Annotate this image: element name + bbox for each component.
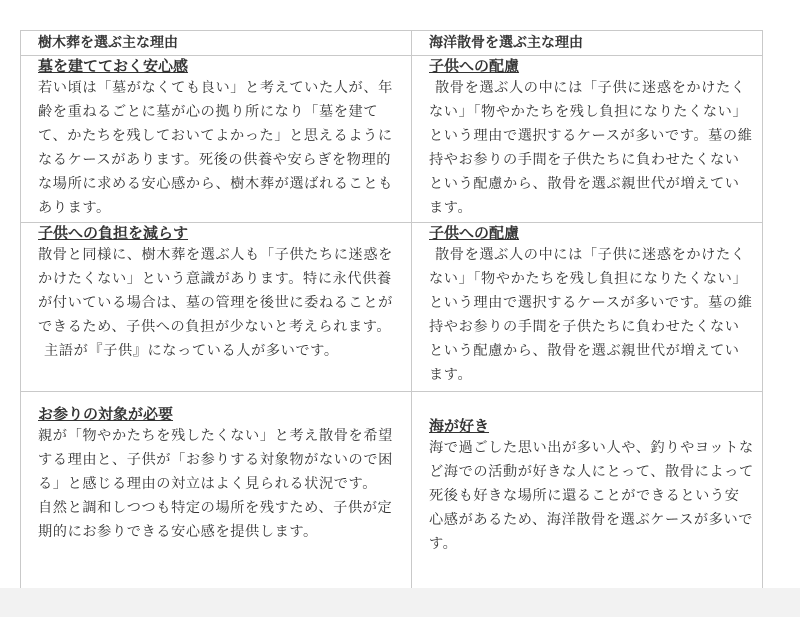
table-cell — [412, 56, 763, 223]
section-body: 散骨を選ぶ人の中には「子供に迷惑をかけたくない」「物やかたちを残し負担になりたくない」という理由で選択するケースが多いです。墓の維持やお参りの手間を子供たちに負わせたくないという配慮から、散骨を選ぶ親世代が増えています。 — [429, 247, 753, 383]
table-cell — [412, 392, 763, 607]
section-title: 海が好き — [429, 417, 490, 435]
header-sea-scattering: 海洋散骨を選ぶ主な理由 — [412, 31, 763, 56]
page-footer-band — [0, 588, 800, 617]
section-body-2: 自然と調和しつつも特定の場所を残すため、子供が定期的にお参りできる安心感を提供します。 — [38, 500, 393, 540]
section-body: 散骨と同様に、樹木葬を選ぶ人も「子供たちに迷惑をかけたくない」という意識があります。特に永代供養が付いている場合は、墓の管理を後世に委ねることができるため、子供への負担が少ないと考えられます。 — [38, 247, 393, 335]
section-body: 海で過ごした思い出が多い人や、釣りやヨットなど海での活動が好きな人にとって、散骨によって死後も好きな場所に還ることができるという安心感があるため、海洋散骨を選ぶケースが多いです。 — [429, 440, 754, 552]
table-cell — [412, 223, 763, 392]
table-row — [21, 392, 763, 607]
section-title: 子供への負担を減らす — [38, 224, 189, 242]
table-row — [21, 56, 763, 223]
section-title: お参りの対象が必要 — [38, 405, 174, 423]
section-title: 墓を建てておく安心感 — [38, 57, 189, 75]
table-cell — [21, 392, 412, 607]
section-note: 主語が『子供』になっている人が多いです。 — [44, 343, 339, 359]
table-header-row — [21, 31, 763, 56]
comparison-table — [20, 30, 763, 607]
table-cell — [21, 56, 412, 223]
table-row — [21, 223, 763, 392]
section-title: 子供への配慮 — [429, 224, 520, 242]
section-body: 親が「物やかたちを残したくない」と考え散骨を希望する理由と、子供が「お参りする対象物がないので困る」と感じる理由の対立はよく見られる状況です。 — [38, 428, 393, 492]
section-title: 子供への配慮 — [429, 57, 520, 75]
header-tree-burial: 樹木葬を選ぶ主な理由 — [21, 31, 412, 56]
section-body: 散骨を選ぶ人の中には「子供に迷惑をかけたくない」「物やかたちを残し負担になりたくない」という理由で選択するケースが多いです。墓の維持やお参りの手間を子供たちに負わせたくないという配慮から、散骨を選ぶ親世代が増えています。 — [429, 80, 753, 216]
section-body: 若い頃は「墓がなくても良い」と考えていた人が、年齢を重ねるごとに墓が心の拠り所になり「墓を建てて、かたちを残しておいてよかった」と思えるようになるケースがあります。死後の供養や安らぎを物理的な場所に求める安心感から、樹木葬が選ばれることもあります。 — [38, 80, 393, 216]
table-cell — [21, 223, 412, 392]
